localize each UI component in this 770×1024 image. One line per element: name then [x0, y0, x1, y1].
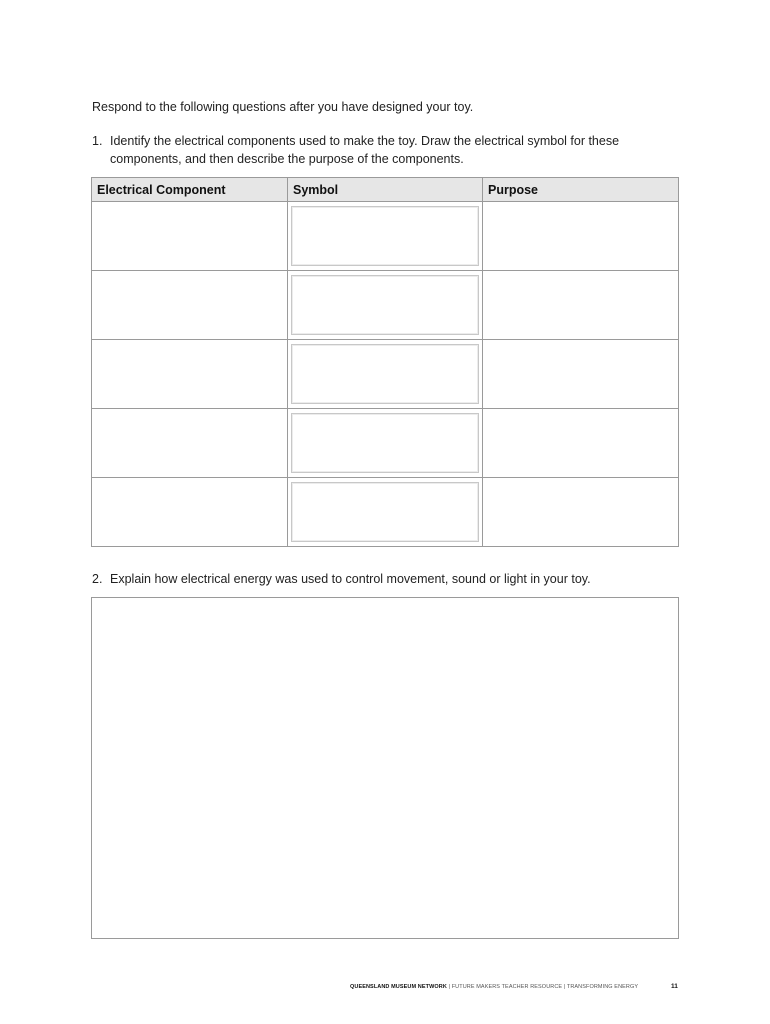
symbol-drawing-box[interactable]: [291, 206, 479, 266]
components-table: [91, 177, 679, 547]
purpose-cell[interactable]: [483, 409, 679, 478]
symbol-drawing-box[interactable]: [291, 482, 479, 542]
symbol-cell: [288, 340, 483, 409]
table-header-row: [92, 178, 679, 202]
header-electrical-component: Electrical Component: [92, 178, 288, 202]
symbol-cell: [288, 202, 483, 271]
component-cell[interactable]: [92, 409, 288, 478]
question-2-number: 2.: [92, 572, 103, 586]
component-cell[interactable]: [92, 202, 288, 271]
purpose-cell[interactable]: [483, 340, 679, 409]
symbol-drawing-box[interactable]: [291, 344, 479, 404]
component-cell[interactable]: [92, 478, 288, 547]
table-row: [92, 271, 679, 340]
symbol-cell: [288, 478, 483, 547]
symbol-cell: [288, 409, 483, 478]
page-number: 11: [671, 983, 678, 990]
symbol-drawing-box[interactable]: [291, 275, 479, 335]
question-1-text: Identify the electrical components used to make the toy. Draw the electrical symbol for these components, and then describe the purpose of the components.: [110, 134, 620, 166]
symbol-drawing-box[interactable]: [291, 413, 479, 473]
footer-text: | FUTURE MAKERS TEACHER RESOURCE | TRANSFORMING ENERGY: [446, 984, 639, 990]
purpose-cell[interactable]: [483, 202, 679, 271]
table-row: [92, 340, 679, 409]
question-1-number: 1.: [92, 134, 103, 148]
table-row: [92, 409, 679, 478]
footer: [350, 984, 638, 990]
footer-brand: QUEENSLAND MUSEUM NETWORK: [350, 984, 447, 990]
purpose-cell[interactable]: [483, 478, 679, 547]
answer-box[interactable]: [91, 597, 679, 939]
header-symbol: Symbol: [288, 178, 483, 202]
header-purpose: Purpose: [483, 178, 679, 202]
purpose-cell[interactable]: [483, 271, 679, 340]
component-cell[interactable]: [92, 340, 288, 409]
symbol-cell: [288, 271, 483, 340]
table-row: [92, 478, 679, 547]
question-2-text: Explain how electrical energy was used to control movement, sound or light in your toy.: [110, 572, 591, 586]
component-cell[interactable]: [92, 271, 288, 340]
intro-text: Respond to the following questions after you have designed your toy.: [92, 100, 474, 114]
table-row: [92, 202, 679, 271]
